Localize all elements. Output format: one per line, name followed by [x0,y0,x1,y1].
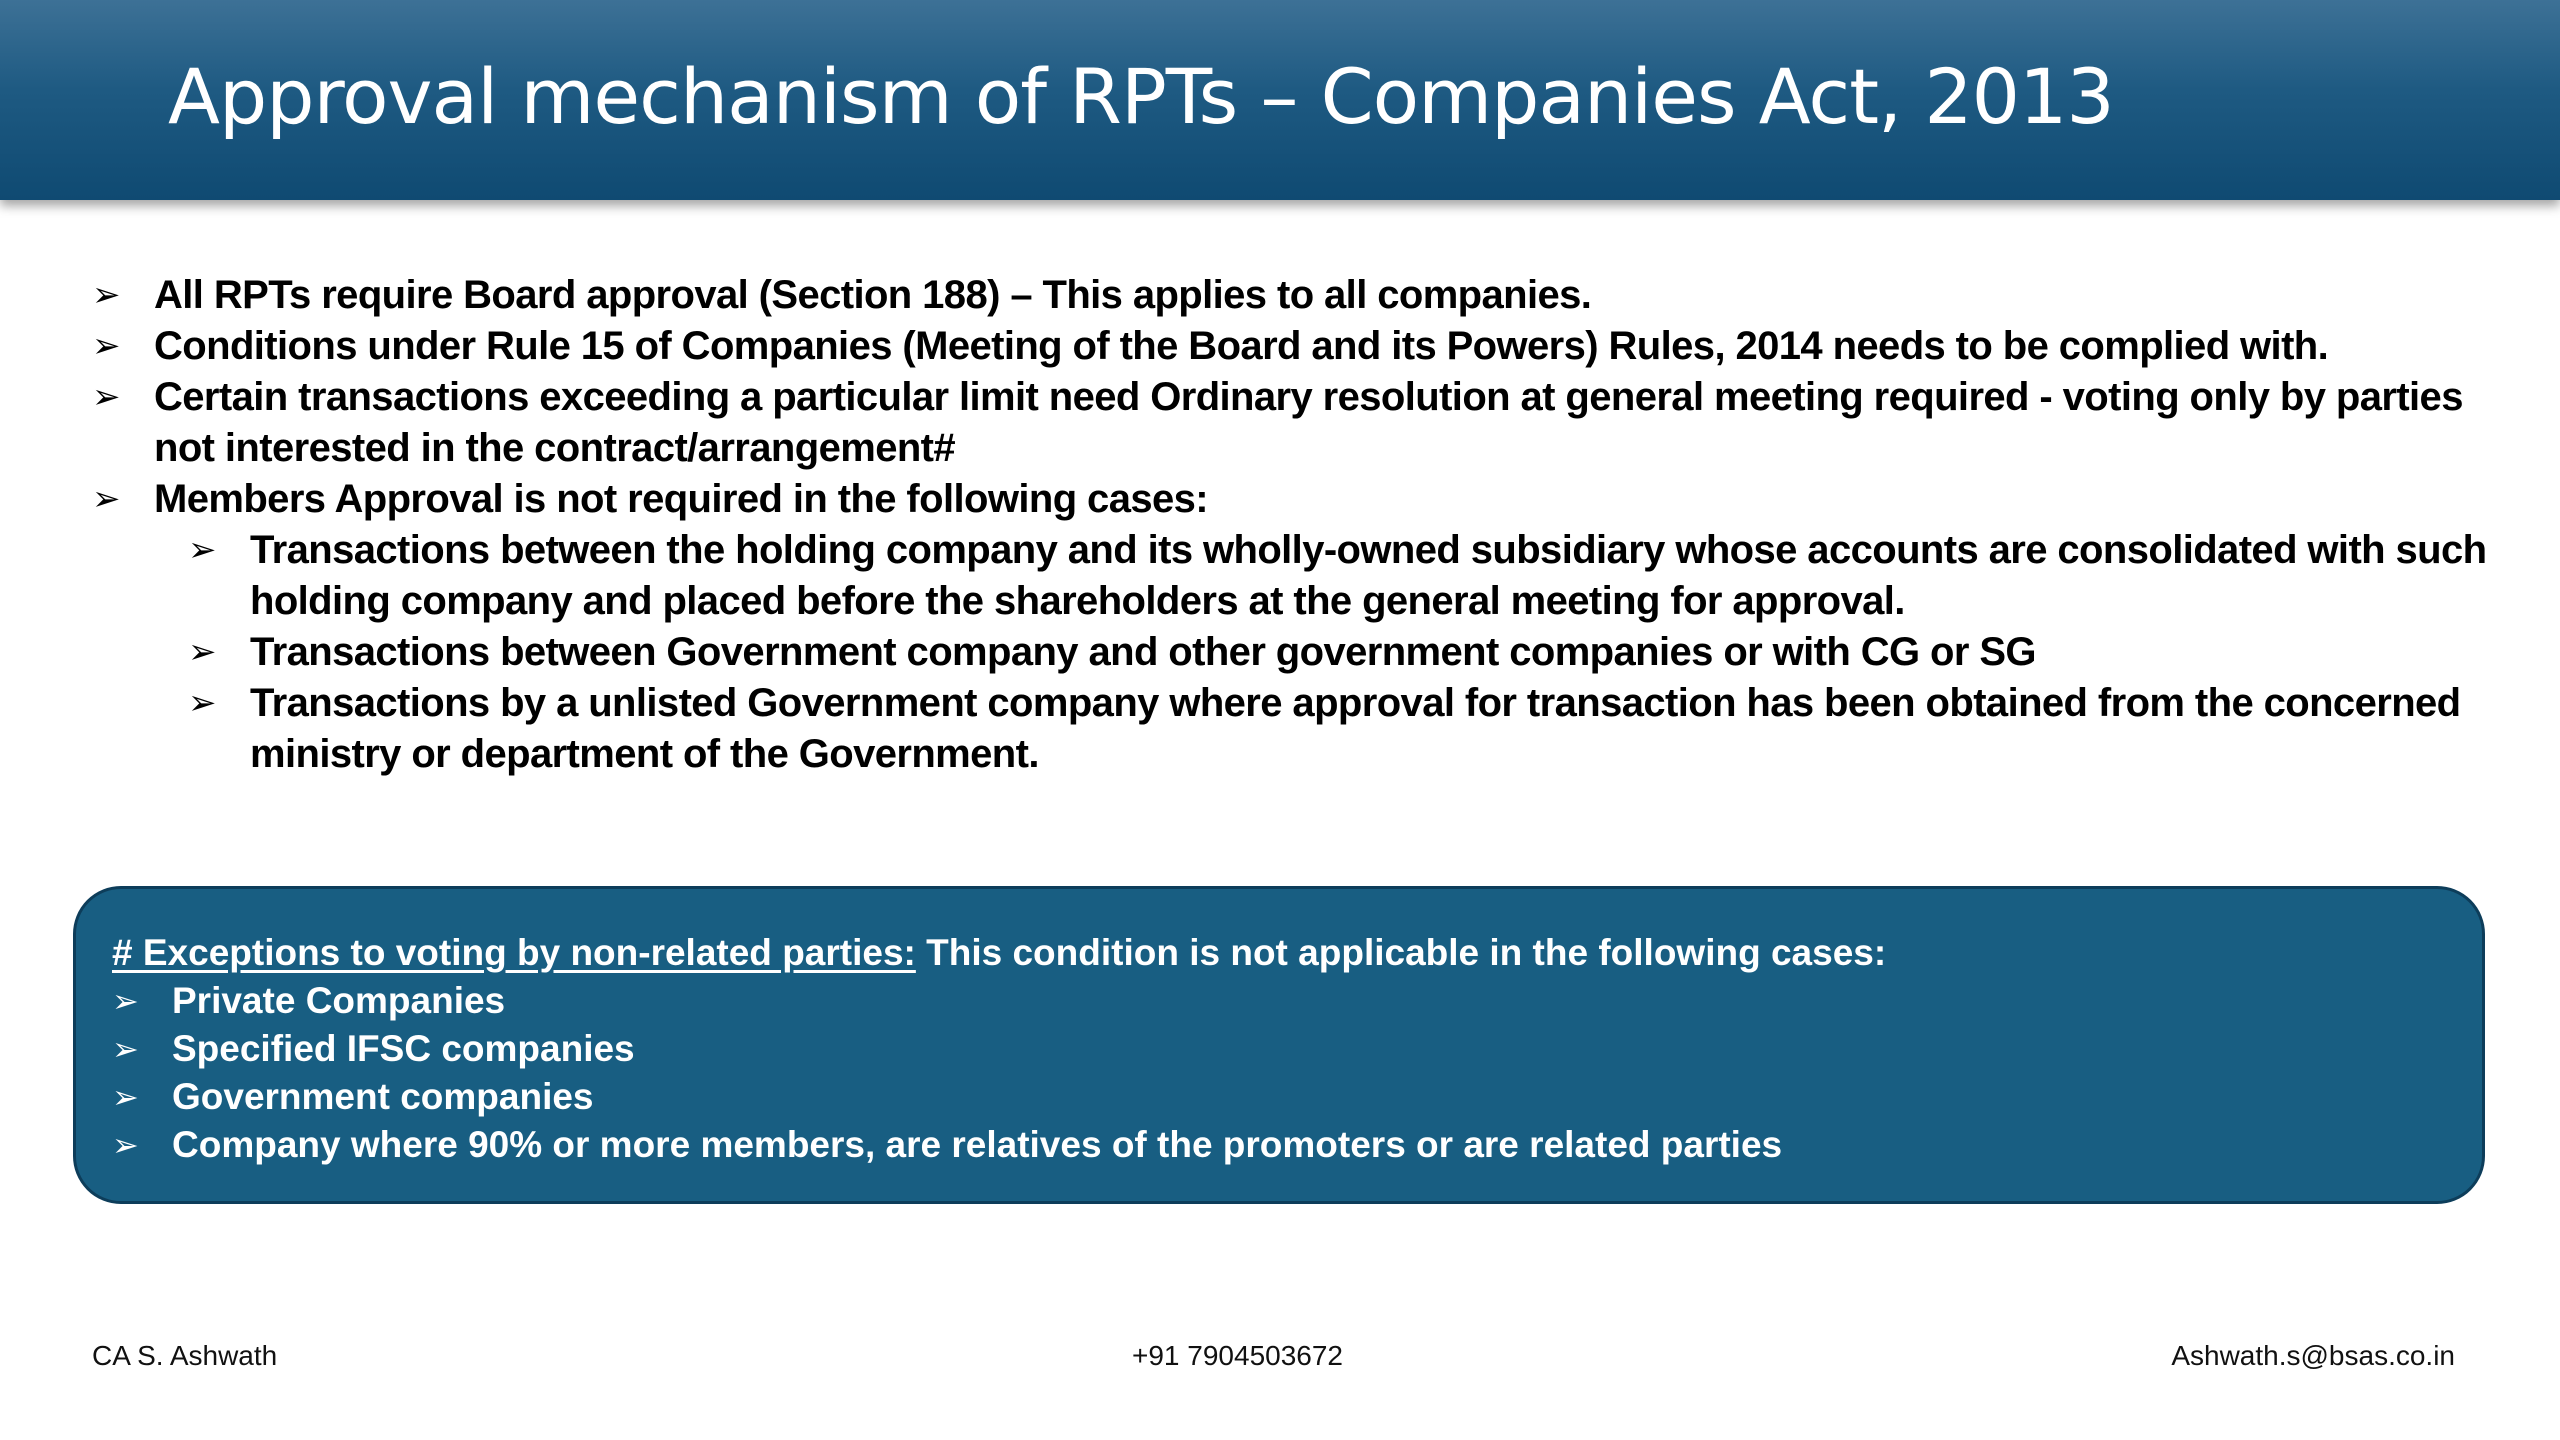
slide-title: Approval mechanism of RPTs – Companies Act, 2013 [168,52,2114,141]
footer-phone: +91 7904503672 [1132,1340,1343,1371]
arrow-bullet-icon: ➢ [92,326,120,366]
footer-email: Ashwath.s@bsas.co.in [2171,1340,2455,1371]
arrow-bullet-icon: ➢ [112,1030,139,1068]
arrow-bullet-icon: ➢ [92,275,120,315]
sub-bullet-text: Transactions by a unlisted Government company where approval for transaction has been obtained from the concerned ministry or department of the Government. [250,681,2461,776]
bullet-item [92,270,2492,321]
callout-heading [112,929,2482,977]
callout-heading-rest: This condition is not applicable in the following cases: [915,932,1887,973]
arrow-bullet-icon: ➢ [112,1078,139,1116]
sub-bullet-text: Transactions between Government company and other government companies or with CG or SG [250,630,2036,674]
callout-item-text: Private Companies [172,980,506,1021]
bullet-item [92,474,2492,525]
arrow-bullet-icon: ➢ [112,982,139,1020]
callout-item-text: Government companies [172,1076,594,1117]
arrow-bullet-icon: ➢ [92,377,120,417]
callout-heading-underlined: # Exceptions to voting by non-related parties: [112,932,916,973]
callout-item [112,1121,2482,1169]
sub-bullet-text: Transactions between the holding company and its wholly-owned subsidiary whose accounts are consolidated with such holding company and placed before the shareholders at the general meeting for approval. [250,528,2487,623]
arrow-bullet-icon: ➢ [188,530,216,570]
bullet-text: Certain transactions exceeding a particular limit need Ordinary resolution at general meeting required - voting only by parties not interested in the contract/arrangement# [154,375,2463,470]
main-bullet-list [92,270,2492,780]
arrow-bullet-icon: ➢ [92,479,120,519]
callout-item [112,977,2482,1025]
arrow-bullet-icon: ➢ [188,683,216,723]
footer-author: CA S. Ashwath [92,1340,278,1371]
arrow-bullet-icon: ➢ [112,1126,139,1164]
sub-bullet-item [188,627,2492,678]
callout-item-text: Specified IFSC companies [172,1028,635,1069]
arrow-bullet-icon: ➢ [188,632,216,672]
bullet-item [92,372,2492,474]
bullet-text: Members Approval is not required in the following cases: [154,477,1208,521]
callout-item [112,1073,2482,1121]
bullet-text: All RPTs require Board approval (Section 188) – This applies to all companies. [154,273,1592,317]
sub-bullet-item [188,525,2492,627]
title-bar [0,0,2560,200]
callout-item [112,1025,2482,1073]
bullet-text: Conditions under Rule 15 of Companies (Meeting of the Board and its Powers) Rules, 2014 needs to be complied with. [154,324,2329,368]
exceptions-callout-box [73,886,2485,1204]
bullet-item [92,321,2492,372]
callout-item-text: Company where 90% or more members, are relatives of the promoters or are related parties [172,1124,1783,1165]
sub-bullet-item [188,678,2492,780]
